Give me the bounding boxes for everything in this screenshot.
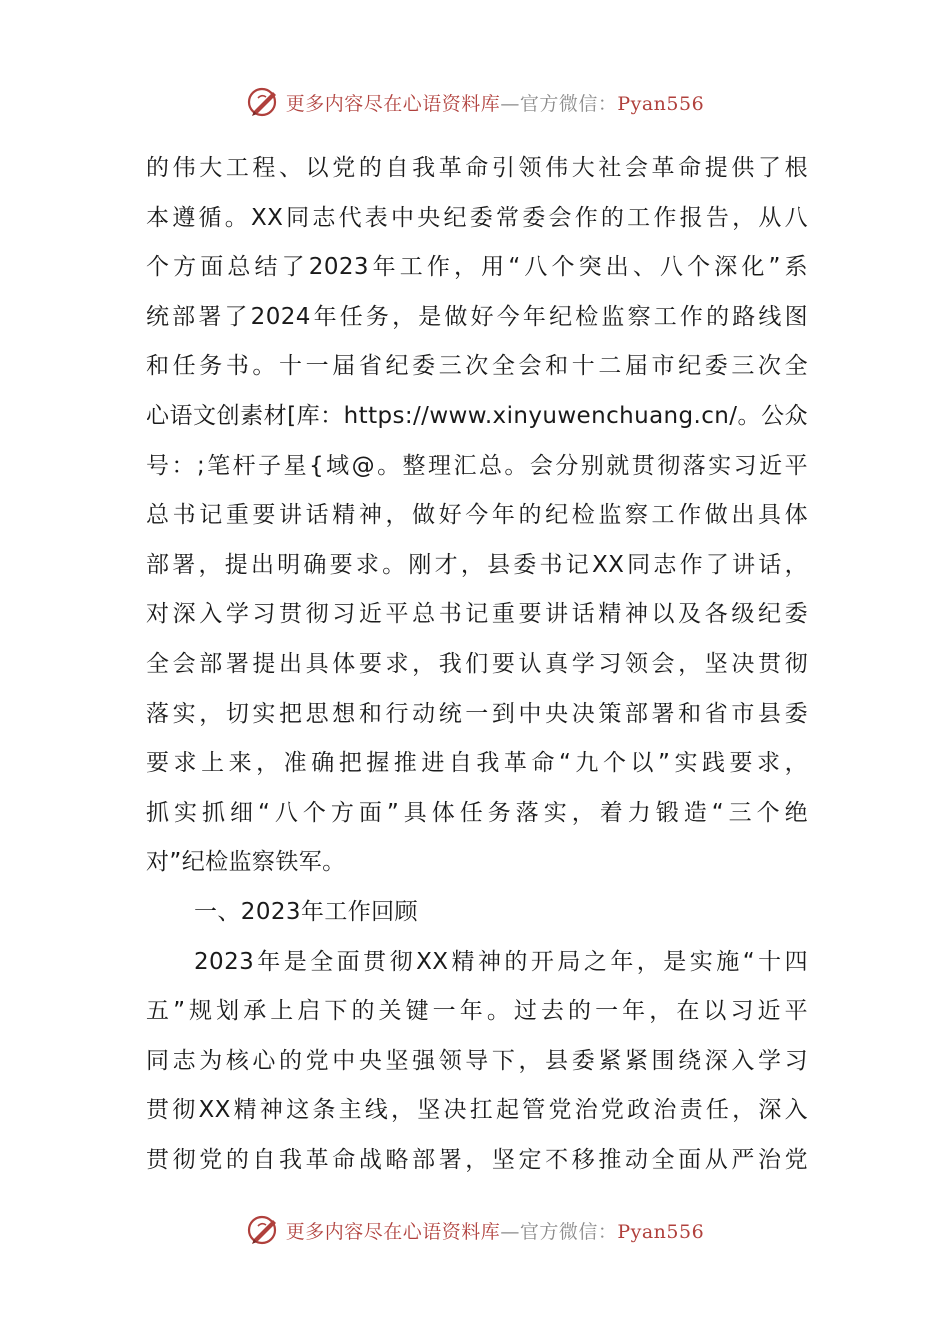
watermark-wechat-id: Pyan556 xyxy=(617,1220,705,1243)
watermark-separator: — xyxy=(500,1220,520,1243)
document-body xyxy=(146,144,808,1185)
body-line: 部署，提出明确要求。刚才，县委书记XX同志作了讲话， xyxy=(146,551,808,578)
body-line: 心语文创素材[库：https://www.xinyuwenchuang.cn/。公众 xyxy=(146,402,808,429)
body-line: 抓实抓细“八个方面”具体任务落实，着力锻造“三个绝 xyxy=(146,799,808,826)
body-line: 号：;笔杆子星{域@。整理汇总。会分别就贯彻落实习近平 xyxy=(146,452,808,479)
body-line: 个方面总结了2023年工作，用“八个突出、八个深化”系 xyxy=(146,254,808,281)
body-line: 对深入学习贯彻习近平总书记重要讲话精神以及各级纪委 xyxy=(146,601,808,628)
para2-line: 同志为核心的党中央坚强领导下，县委紧紧围绕深入学习 xyxy=(146,1047,808,1074)
body-line: 落实，切实把思想和行动统一到中央决策部署和省市县委 xyxy=(146,700,808,727)
watermark-separator: — xyxy=(500,92,520,115)
body-line: 和任务书。十一届省纪委三次全会和十二届市纪委三次全 xyxy=(146,353,808,380)
body-line: 统部署了2024年任务，是做好今年纪检监察工作的路线图 xyxy=(146,303,808,330)
para2-line: 五”规划承上启下的关键一年。过去的一年，在以习近平 xyxy=(146,998,808,1025)
footer-watermark xyxy=(0,1210,950,1250)
para2-line: 贯彻XX精神这条主线，坚决扛起管党治党政治责任，深入 xyxy=(146,1097,808,1124)
para2-line: 贯彻党的自我革命战略部署，坚定不移推动全面从严治党 xyxy=(146,1146,808,1173)
pen-logo-icon xyxy=(246,1212,282,1248)
watermark-wechat-id: Pyan556 xyxy=(617,92,705,115)
body-line: 总书记重要讲话精神，做好今年的纪检监察工作做出具体 xyxy=(146,502,808,529)
watermark-brand: 更多内容尽在心语资料库 xyxy=(285,1220,501,1243)
body-line: 全会部署提出具体要求，我们要认真学习领会，坚决贯彻 xyxy=(146,650,808,677)
watermark-text xyxy=(286,1217,704,1244)
body-line: 的伟大工程、以党的自我革命引领伟大社会革命提供了根 xyxy=(146,155,808,181)
body-line: 对”纪检监察铁军。 xyxy=(146,849,346,876)
header-watermark xyxy=(0,82,950,122)
pen-logo-icon xyxy=(246,84,282,120)
body-line: 要求上来，准确把握推进自我革命“九个以”实践要求， xyxy=(146,750,808,777)
watermark-official: 官方微信： xyxy=(519,1220,618,1243)
watermark-brand: 更多内容尽在心语资料库 xyxy=(285,92,501,115)
watermark-official: 官方微信： xyxy=(519,92,618,115)
para2-line: 2023年是全面贯彻XX精神的开局之年，是实施“十四 xyxy=(194,948,808,975)
section-heading: 一、2023年工作回顾 xyxy=(194,898,418,925)
body-line: 本遵循。XX同志代表中央纪委常委会作的工作报告，从八 xyxy=(146,204,808,231)
watermark-text xyxy=(286,89,704,116)
